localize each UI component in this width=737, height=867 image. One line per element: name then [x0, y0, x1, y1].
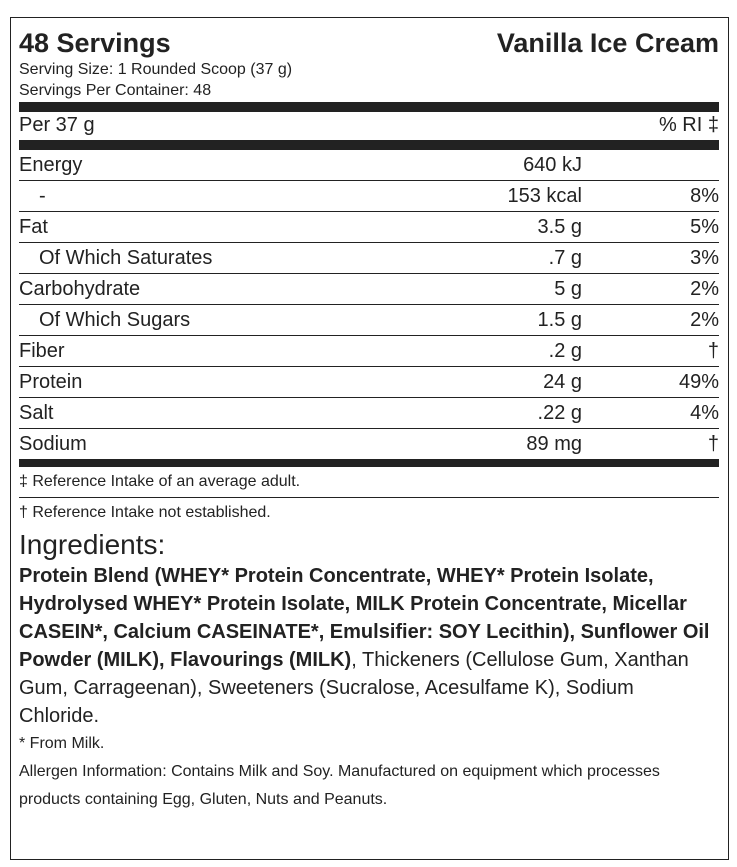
- per-row: [19, 112, 719, 140]
- nutrient-amount: 89 mg: [526, 433, 582, 455]
- nutrient-ri: †: [707, 433, 719, 455]
- divider-bar: [19, 102, 719, 112]
- nutrient-name: Salt: [19, 402, 54, 424]
- nutrition-label: [10, 17, 729, 860]
- nutrient-name: Energy: [19, 154, 83, 176]
- nutrient-ri: 8%: [690, 185, 719, 207]
- nutrient-row: [19, 398, 719, 429]
- nutrient-name: Of Which Saturates: [39, 247, 213, 269]
- nutrient-amount: 5 g: [554, 278, 582, 300]
- nutrient-amount: 3.5 g: [537, 216, 582, 238]
- nutrient-row: [19, 336, 719, 367]
- divider-bar: [19, 140, 719, 150]
- nutrient-amount: 153 kcal: [507, 185, 582, 207]
- nutrient-amount: 1.5 g: [537, 309, 582, 331]
- nutrient-amount: .2 g: [548, 340, 582, 362]
- nutrient-ri: 4%: [690, 402, 719, 424]
- nutrient-row: [19, 212, 719, 243]
- label-header: [19, 18, 719, 64]
- per-label: Per 37 g: [19, 114, 95, 136]
- nutrient-row: [19, 243, 719, 274]
- nutrient-amount: .7 g: [548, 247, 582, 269]
- nutrient-amount: 24 g: [543, 371, 582, 393]
- nutrient-ri: 2%: [690, 278, 719, 300]
- nutrient-name: -: [39, 185, 46, 207]
- footnote-not-established: † Reference Intake not established.: [19, 504, 271, 521]
- servings-title: 48 Servings: [19, 28, 171, 58]
- from-milk-note: * From Milk.: [19, 735, 105, 752]
- nutrient-name: Carbohydrate: [19, 278, 141, 300]
- nutrient-ri: †: [707, 340, 719, 362]
- nutrient-row: [19, 367, 719, 398]
- nutrient-name: Fat: [19, 216, 48, 238]
- flavour-title: Vanilla Ice Cream: [496, 28, 719, 58]
- label-content: [19, 18, 719, 814]
- nutrient-row: [19, 150, 719, 181]
- divider-bar: [19, 459, 719, 467]
- nutrient-row: [19, 305, 719, 336]
- nutrient-name: Of Which Sugars: [39, 309, 191, 331]
- nutrient-table: [19, 150, 719, 459]
- footnote-reference-intake: ‡ Reference Intake of an average adult.: [19, 467, 719, 498]
- nutrient-row: [19, 181, 719, 212]
- nutrient-ri: 3%: [690, 247, 719, 269]
- nutrient-name: Protein: [19, 371, 83, 393]
- allergen-info: Allergen Information: Contains Milk and Soy. Manufactured on equipment which processes products containing Egg, Gluten, Nuts and Peanuts.: [19, 763, 660, 808]
- nutrient-amount: .22 g: [537, 402, 582, 424]
- nutrient-ri: 5%: [690, 216, 719, 238]
- serving-size: Serving Size: 1 Rounded Scoop (37 g): [19, 61, 293, 78]
- nutrient-ri: 2%: [690, 309, 719, 331]
- ingredients-heading: Ingredients:: [19, 529, 166, 560]
- ri-header: % RI ‡: [658, 114, 719, 136]
- servings-per-container: Servings Per Container: 48: [19, 82, 212, 99]
- nutrient-ri: 49%: [678, 371, 719, 393]
- ingredients-list: [19, 562, 719, 730]
- ingredients-bold: Protein Blend (WHEY* Protein Concentrate, WHEY* Protein Isolate, Hydrolysed WHEY* Protein Isolate, MILK Protein Concentrate, Micellar CASEIN*, Calcium CASEINATE*, Emulsifier: SOY Lecithin), Sunflower Oil Powder (MILK), Flavourings (MILK): [19, 565, 710, 671]
- nutrient-name: Sodium: [19, 433, 87, 455]
- nutrient-name: Fiber: [19, 340, 65, 362]
- ingredients-regular: , Thickeners (Cellulose Gum, Xanthan Gum, Carrageenan), Sweeteners (Sucralose, Acesulfame K), Sodium Chloride.: [19, 649, 689, 727]
- nutrient-amount: 640 kJ: [523, 154, 582, 176]
- nutrient-row: [19, 429, 719, 459]
- nutrient-row: [19, 274, 719, 305]
